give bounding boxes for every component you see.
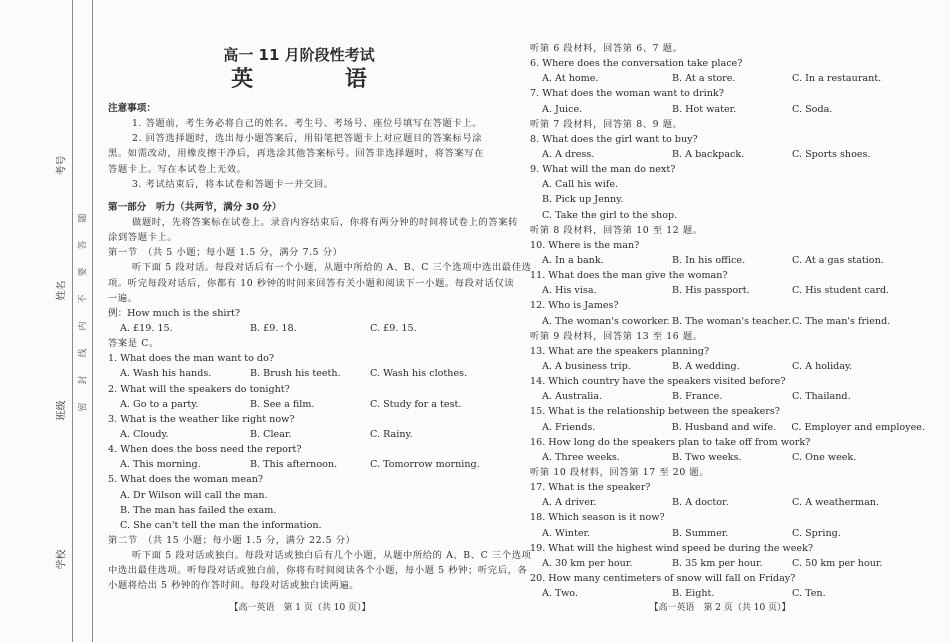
exam-no-label: 考号: [56, 155, 68, 176]
answer-option: B. Eight.: [672, 588, 715, 600]
seal-line-notice: [76, 210, 88, 412]
answer-option: B. France.: [672, 391, 723, 403]
question-text: 1. What does the man want to do?: [108, 353, 274, 365]
notice-line: 黑。如需改动，用橡皮擦干净后，再选涂其他答案标号。回答非选择题时，将答案写在: [108, 148, 485, 160]
notice-line: 1. 答题前，考生务必将自己的姓名、考生号、考场号、座位号填写在答题卡上。: [132, 118, 483, 130]
answer-option: C. Employer and employee.: [791, 421, 925, 433]
question-text: 9. What will the man do next?: [530, 164, 676, 176]
answer-option: A. At home.: [542, 73, 599, 85]
answer-option: B. Pick up Jenny.: [542, 194, 624, 206]
question-text: 13. What are the speakers planning?: [530, 345, 710, 357]
options-row: [530, 420, 925, 435]
question-text: 17. What is the speaker?: [530, 482, 651, 494]
binding-line-inner: [92, 0, 93, 642]
options-row: [108, 397, 490, 412]
question-text: 10. Where is the man?: [530, 239, 640, 251]
seal-char: 封: [78, 375, 89, 385]
answer-option: A. In a bank.: [542, 254, 604, 266]
options-row: [108, 427, 490, 442]
answer-option: C. The man's friend.: [792, 315, 891, 327]
question-text: 8. What does the girl want to buy?: [530, 133, 698, 145]
options-row: [108, 457, 490, 472]
seal-char: 要: [78, 267, 89, 277]
answer-option: C. A weatherman.: [792, 497, 880, 509]
answer-option: A. 30 km per hour.: [542, 557, 633, 569]
answer-option: C. Soda.: [792, 103, 833, 115]
part1-intro: 做题时，先将答案标在试卷上。录音内容结束后，你将有两分钟的时间将试卷上的答案转: [132, 216, 518, 228]
answer-option: A. A business trip.: [542, 360, 631, 372]
options-row: [530, 71, 925, 86]
answer-option: A. Friends.: [542, 421, 596, 433]
answer-option: C. Rainy.: [370, 428, 413, 440]
answer-option: C. 50 km per hour.: [792, 557, 883, 569]
answer-option: B. Clear.: [250, 428, 292, 440]
answer-option: C. Wash his clothes.: [370, 368, 468, 380]
answer-option: C. Spring.: [792, 527, 841, 539]
question-text: 3. What is the weather like right now?: [108, 413, 295, 425]
section1-intro: 一遍。: [108, 292, 138, 304]
answer-option: A. Go to a party.: [120, 398, 199, 410]
material-heading: 听第 9 段材料，回答第 13 至 16 题。: [530, 330, 703, 342]
answer-option: C. Tomorrow morning.: [370, 459, 480, 471]
subject-title: 英 语: [231, 67, 409, 92]
answer-option: C. In a restaurant.: [792, 73, 882, 85]
answer-option: C. Ten.: [792, 588, 826, 600]
question-text: 6. Where does the conversation take place?: [530, 58, 743, 70]
question-text: 7. What does the woman want to drink?: [530, 88, 724, 100]
left-column: [108, 101, 532, 594]
answer-option: C. One week.: [792, 451, 857, 463]
seal-char: 答: [78, 240, 89, 250]
section2-intro: 听下面 5 段对话或独白。每段对话或独白后有几个小题，从题中所给的 A、B、C 三个选项: [132, 550, 532, 562]
answer-option: C. She can't tell the man the information.: [120, 519, 322, 531]
page-footer-1: 【高一英语 第 1 页（共 10 页）】: [229, 603, 371, 613]
answer-option: A. Juice.: [542, 103, 583, 115]
answer-option: B. £9. 18.: [250, 322, 297, 334]
options-row: [530, 450, 925, 465]
seal-char: 内: [78, 321, 89, 331]
answer-option: C. Thailand.: [792, 391, 851, 403]
section2-heading: 第二节 （共 15 小题；每小题 1.5 分，满分 22.5 分）: [108, 534, 356, 546]
part1-heading: 第一部分 听力（共两节，满分 30 分）: [108, 201, 282, 213]
answer-option: C. A holiday.: [792, 360, 853, 372]
question-text: 16. How long do the speakers plan to take off from work?: [530, 436, 811, 448]
answer-option: A. Dr Wilson will call the man.: [120, 489, 268, 501]
answer-option: C. Sports shoes.: [792, 148, 871, 160]
options-row: [530, 253, 925, 268]
options-row: [530, 102, 925, 117]
seal-char: 密: [78, 402, 89, 412]
school-label: 学校: [56, 549, 68, 570]
answer-option: B. 35 km per hour.: [672, 557, 763, 569]
question-text: 14. Which country have the speakers visited before?: [530, 376, 786, 388]
answer-option: C. Study for a test.: [370, 398, 462, 410]
seal-char: 线: [78, 348, 89, 358]
material-heading: 听第 10 段材料，回答第 17 至 20 题。: [530, 466, 710, 478]
options-row: [530, 314, 925, 329]
section2-intro: 中选出最佳选项。听每段对话或独白前，你将有时间阅读各个小题，每小题 5 秒钟；听完后，各: [108, 565, 528, 577]
answer-option: B. A backpack.: [672, 148, 745, 160]
options-row: [108, 366, 490, 381]
answer-option: C. At a gas station.: [792, 254, 884, 266]
section1-heading: 第一节 （共 5 小题；每小题 1.5 分，满分 7.5 分）: [108, 247, 343, 259]
answer-option: B. See a film.: [250, 398, 315, 410]
answer-option: A. His visa.: [542, 285, 597, 297]
answer-option: B. Summer.: [672, 527, 729, 539]
answer-option: B. The woman's teacher.: [672, 315, 792, 327]
answer-option: B. Hot water.: [672, 103, 737, 115]
question-text: 20. How many centimeters of snow will fall on Friday?: [530, 572, 796, 584]
notice-heading: 注意事项：: [108, 103, 156, 114]
answer-option: B. At a store.: [672, 73, 736, 85]
part1-intro: 涂到答题卡上。: [108, 232, 178, 244]
answer-option: B. Two weeks.: [672, 451, 742, 463]
options-row: [108, 321, 490, 336]
answer-option: B. A wedding.: [672, 360, 740, 372]
question-text: 5. What does the woman mean?: [108, 474, 264, 486]
answer-option: A. Winter.: [542, 527, 591, 539]
answer-option: A. Three weeks.: [542, 451, 620, 463]
answer-option: A. A dress.: [542, 148, 595, 160]
question-text: 11. What does the man give the woman?: [530, 270, 728, 282]
options-row: [530, 526, 925, 541]
options-row: [530, 586, 925, 601]
answer-option: B. Brush his teeth.: [250, 368, 341, 380]
answer-option: C. £9. 15.: [370, 322, 417, 334]
options-row: [530, 359, 925, 374]
example-answer: 答案是 C。: [108, 338, 159, 350]
answer-option: A. The woman's coworker.: [542, 315, 670, 327]
answer-option: A. £19. 15.: [120, 322, 173, 334]
answer-option: A. Two.: [542, 588, 578, 600]
answer-option: A. Call his wife.: [542, 179, 619, 191]
material-heading: 听第 7 段材料，回答第 8、9 题。: [530, 118, 683, 130]
material-heading: 听第 6 段材料，回答第 6、7 题。: [530, 43, 683, 54]
answer-option: A. Wash his hands.: [120, 368, 212, 380]
material-heading: 听第 8 段材料，回答第 10 至 12 题。: [530, 224, 703, 236]
question-text: 2. What will the speakers do tonight?: [108, 383, 290, 395]
seal-char: 不: [78, 294, 89, 304]
answer-option: B. This afternoon.: [250, 459, 338, 471]
name-label: 姓名: [56, 280, 68, 301]
exam-title: 高一 11 月阶段性考试: [223, 46, 375, 64]
options-row: [530, 283, 925, 298]
question-text: 例：How much is the shirt?: [108, 307, 241, 319]
answer-option: A. A driver.: [542, 497, 597, 509]
right-column: [530, 41, 925, 601]
question-text: 18. Which season is it now?: [530, 512, 665, 524]
question-text: 12. Who is James?: [530, 300, 619, 312]
answer-option: B. The man has failed the exam.: [120, 504, 277, 516]
answer-option: A. This morning.: [120, 459, 201, 471]
class-label: 班级: [56, 400, 68, 421]
question-text: 15. What is the relationship between the speakers?: [530, 406, 780, 418]
notice-line: 3. 考试结束后，将本试卷和答题卡一并交回。: [132, 178, 334, 190]
answer-option: B. A doctor.: [672, 497, 729, 509]
spacer: [108, 192, 490, 200]
answer-option: A. Australia.: [542, 391, 603, 403]
options-row: [530, 556, 925, 571]
question-text: 4. When does the boss need the report?: [108, 444, 302, 456]
section1-intro: 听下面 5 段对话。每段对话后有一个小题，从题中所给的 A、B、C 三个选项中选出最佳选: [132, 262, 532, 274]
answer-option: A. Cloudy.: [120, 428, 169, 440]
answer-option: C. His student card.: [792, 285, 890, 297]
answer-option: B. Husband and wife.: [671, 421, 777, 433]
answer-option: C. Take the girl to the shop.: [542, 209, 678, 221]
section2-intro: 小题将给出 5 秒钟的作答时间。每段对话或独白读两遍。: [108, 580, 360, 592]
notice-line: 2. 回答选择题时，选出每小题答案后，用铅笔把答题卡上对应题目的答案标号涂: [132, 133, 483, 145]
section1-intro: 项。听完每段对话后，你都有 10 秒钟的时间来回答有关小题和阅读下一小题。每段对话仅读: [108, 277, 515, 289]
binding-line-outer: [72, 0, 73, 642]
answer-option: B. In his office.: [672, 254, 746, 266]
options-row: [530, 147, 925, 162]
question-text: 19. What will the highest wind speed be during the week?: [530, 542, 814, 554]
options-row: [530, 389, 925, 404]
answer-option: B. His passport.: [672, 285, 750, 297]
options-row: [530, 495, 925, 510]
notice-line: 答题卡上。写在本试卷上无效。: [108, 163, 247, 175]
page-footer-2: 【高一英语 第 2 页（共 10 页）】: [649, 603, 791, 613]
seal-char: 题: [78, 213, 89, 223]
